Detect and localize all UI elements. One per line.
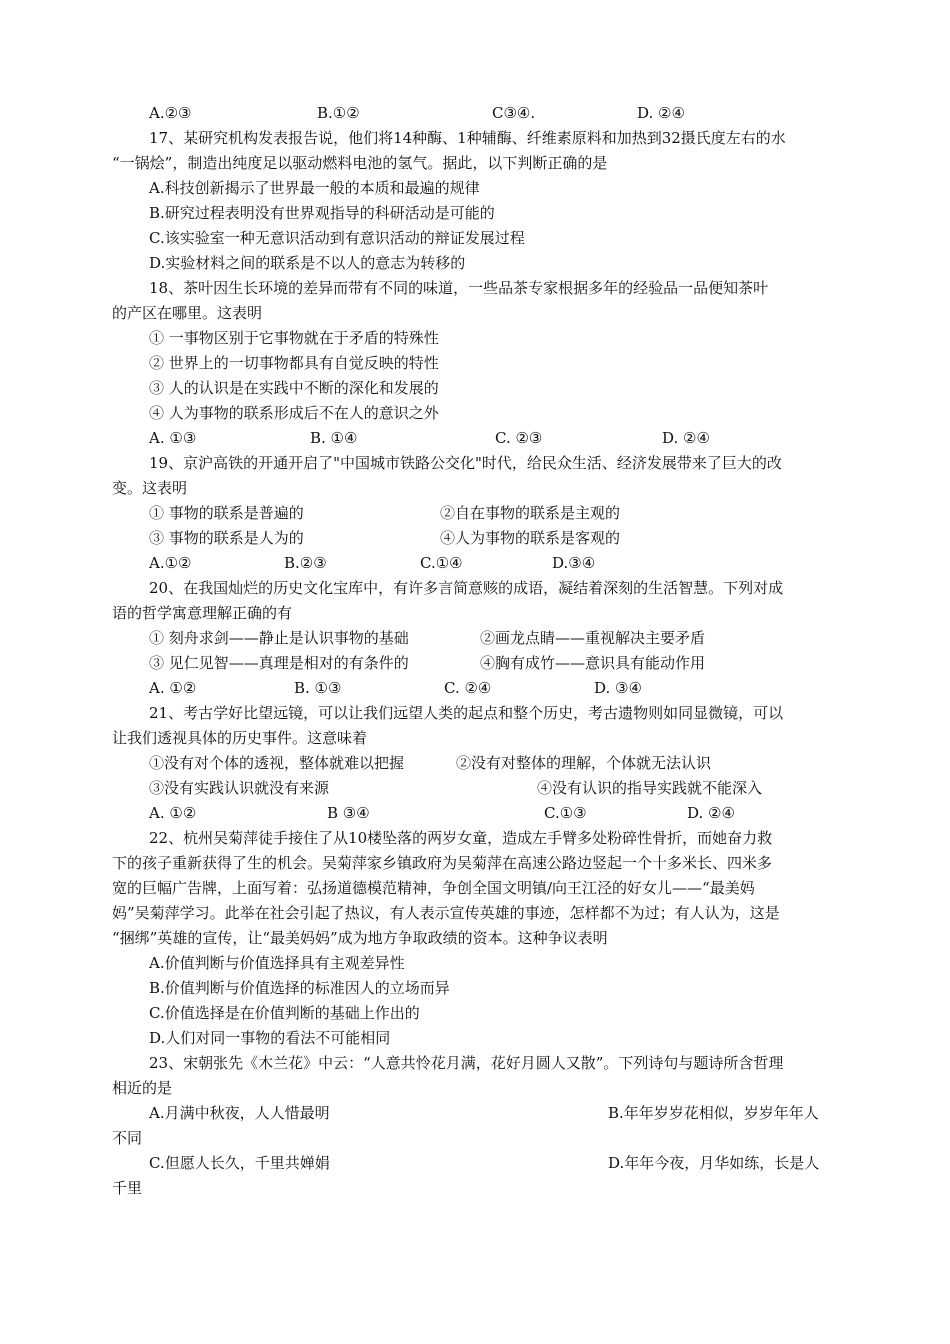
q18-statement-3: ③ 人的认识是在实践中不断的深化和发展的	[149, 379, 439, 397]
q23-option-d-continued: 千里	[112, 1179, 143, 1197]
q22-stem-line-2: 下的孩子重新获得了生的机会。吴菊萍家乡镇政府为吴菊萍在高速公路边竖起一个十多米长、四米多	[112, 854, 773, 872]
q19-statement-4: ④人为事物的联系是客观的	[440, 529, 621, 547]
q18-options	[112, 426, 840, 451]
q18-statement-2: ② 世界上的一切事物都具有自觉反映的特性	[149, 354, 439, 372]
q17-stem-line-2: “一锅烩”，制造出纯度足以驱动燃料电池的氢气。据此，以下判断正确的是	[112, 154, 608, 172]
q20-statements-row-2	[112, 651, 840, 676]
q21-option-d: D. ②④	[687, 804, 735, 822]
q21-statements-row-1	[112, 751, 840, 776]
q21-stem-line-1: 21、考古学好比望远镜，可以让我们远望人类的起点和整个历史，考古遗物则如同显微镜，可以	[149, 704, 784, 722]
q16-option-c: C③④.	[492, 104, 536, 122]
q20-option-b: B. ①③	[294, 679, 342, 697]
q16-option-b: B.①②	[317, 104, 360, 122]
q19-option-d: D.③④	[552, 554, 596, 572]
q20-option-d: D. ③④	[594, 679, 642, 697]
q19-statement-3: ③ 事物的联系是人为的	[149, 529, 304, 547]
q18-statement-1: ① 一事物区别于它事物就在于矛盾的特殊性	[149, 329, 439, 347]
q20-option-a: A. ①②	[149, 679, 197, 697]
q23-option-c: C.但愿人长久，千里共婵娟	[149, 1154, 330, 1172]
q18-option-a: A. ①③	[149, 429, 197, 447]
q19-stem-line-2: 变。这表明	[112, 479, 188, 497]
q23-option-b: B.年年岁岁花相似，岁岁年年人	[608, 1104, 819, 1122]
q22-stem-line-3: 宽的巨幅广告牌，上面写着：弘扬道德模范精神，争创全国文明镇/向王江泾的好女儿——“最美妈	[112, 879, 755, 897]
q20-statement-3: ③ 见仁见智——真理是相对的有条件的	[149, 654, 409, 672]
q21-option-b: B ③④	[327, 804, 370, 822]
q21-statement-2: ②没有对整体的理解，个体就无法认识	[456, 754, 712, 772]
q16-options	[112, 101, 840, 126]
q20-statement-4: ④胸有成竹——意识具有能动作用	[480, 654, 706, 672]
q23-stem-line-1: 23、宋朝张先《木兰花》中云：“人意共怜花月满，花好月圆人又散”。下列诗句与题诗所含哲理	[149, 1054, 784, 1072]
q17-option-d: D.实验材料之间的联系是不以人的意志为转移的	[149, 254, 466, 272]
q21-statement-4: ④没有认识的指导实践就不能深入	[537, 779, 763, 797]
q21-stem-line-2: 让我们透视具体的历史事件。这意味着	[112, 729, 368, 747]
q23-option-d: D.年年今夜，月华如练，长是人	[608, 1154, 820, 1172]
q18-stem-line-1: 18、茶叶因生长环境的差异而带有不同的味道，一些品茶专家根据多年的经验品一品便知茶叶	[149, 279, 769, 297]
q22-option-c: C.价值选择是在价值判断的基础上作出的	[149, 1004, 420, 1022]
q22-stem-line-5: “捆绑”英雄的宣传，让“最美妈妈”成为地方争取政绩的资本。这种争议表明	[112, 929, 608, 947]
q19-statements-row-1	[112, 501, 840, 526]
q19-statement-2: ②自在事物的联系是主观的	[440, 504, 621, 522]
q21-statements-row-2	[112, 776, 840, 801]
q19-statements-row-2	[112, 526, 840, 551]
q19-stem-line-1: 19、京沪高铁的开通开启了"中国城市铁路公交化"时代，给民众生活、经济发展带来了巨大的改	[149, 454, 782, 472]
q17-option-c: C.该实验室一种无意识活动到有意识活动的辩证发展过程	[149, 229, 525, 247]
q22-option-b: B.价值判断与价值选择的标准因人的立场而异	[149, 979, 450, 997]
q17-option-b: B.研究过程表明没有世界观指导的科研活动是可能的	[149, 204, 495, 222]
q22-stem-line-1: 22、杭州吴菊萍徒手接住了从10楼坠落的两岁女童，造成左手臂多处粉碎性骨折，而她奋力救	[149, 829, 773, 847]
q23-option-a: A.月满中秋夜，人人惜最明	[149, 1104, 330, 1122]
q20-stem-line-1: 20、在我国灿烂的历史文化宝库中，有许多言简意赅的成语，凝结着深刻的生活智慧。下列对成	[149, 579, 784, 597]
q18-option-d: D. ②④	[662, 429, 710, 447]
q19-option-b: B.②③	[284, 554, 327, 572]
q22-option-d: D.人们对同一事物的看法不可能相同	[149, 1029, 391, 1047]
q22-stem-line-4: 妈”吴菊萍学习。此举在社会引起了热议，有人表示宣传英雄的事迹，怎样都不为过；有人认为，这是	[112, 904, 780, 922]
q18-option-b: B. ①④	[310, 429, 358, 447]
q19-option-c: C.①④	[420, 554, 463, 572]
exam-page	[112, 101, 840, 1201]
q20-statement-2: ②画龙点睛——重视解决主要矛盾	[480, 629, 706, 647]
q22-option-a: A.价值判断与价值选择具有主观差异性	[149, 954, 405, 972]
q20-statement-1: ① 刻舟求剑——静止是认识事物的基础	[149, 629, 409, 647]
q16-option-d: D. ②④	[637, 104, 685, 122]
q20-option-c: C. ②④	[444, 679, 492, 697]
q18-stem-line-2: 的产区在哪里。这表明	[112, 304, 263, 322]
q21-option-c: C.①③	[544, 804, 587, 822]
q21-statement-1: ①没有对个体的透视，整体就难以把握	[149, 754, 405, 772]
q20-statements-row-1	[112, 626, 840, 651]
q16-option-a: A.②③	[149, 104, 192, 122]
q20-stem-line-2: 语的哲学寓意理解正确的有	[112, 604, 293, 622]
q23-options-row-1	[112, 1101, 840, 1126]
q19-statement-1: ① 事物的联系是普遍的	[149, 504, 304, 522]
q18-statement-4: ④ 人为事物的联系形成后不在人的意识之外	[149, 404, 439, 422]
q20-options	[112, 676, 840, 701]
q23-options-row-2	[112, 1151, 840, 1176]
q19-option-a: A.①②	[149, 554, 192, 572]
q19-options	[112, 551, 840, 576]
q21-options	[112, 801, 840, 826]
q18-option-c: C. ②③	[495, 429, 543, 447]
q21-statement-3: ③没有实践认识就没有来源	[149, 779, 330, 797]
q17-stem-line-1: 17、某研究机构发表报告说，他们将14种酶、1种辅酶、纤维素原料和加热到32摄氏度左右的水	[149, 129, 786, 147]
q23-stem-line-2: 相近的是	[112, 1079, 173, 1097]
q17-option-a: A.科技创新揭示了世界最一般的本质和最遍的规律	[149, 179, 480, 197]
q23-option-b-continued: 不同	[112, 1129, 143, 1147]
q21-option-a: A. ①②	[149, 804, 197, 822]
